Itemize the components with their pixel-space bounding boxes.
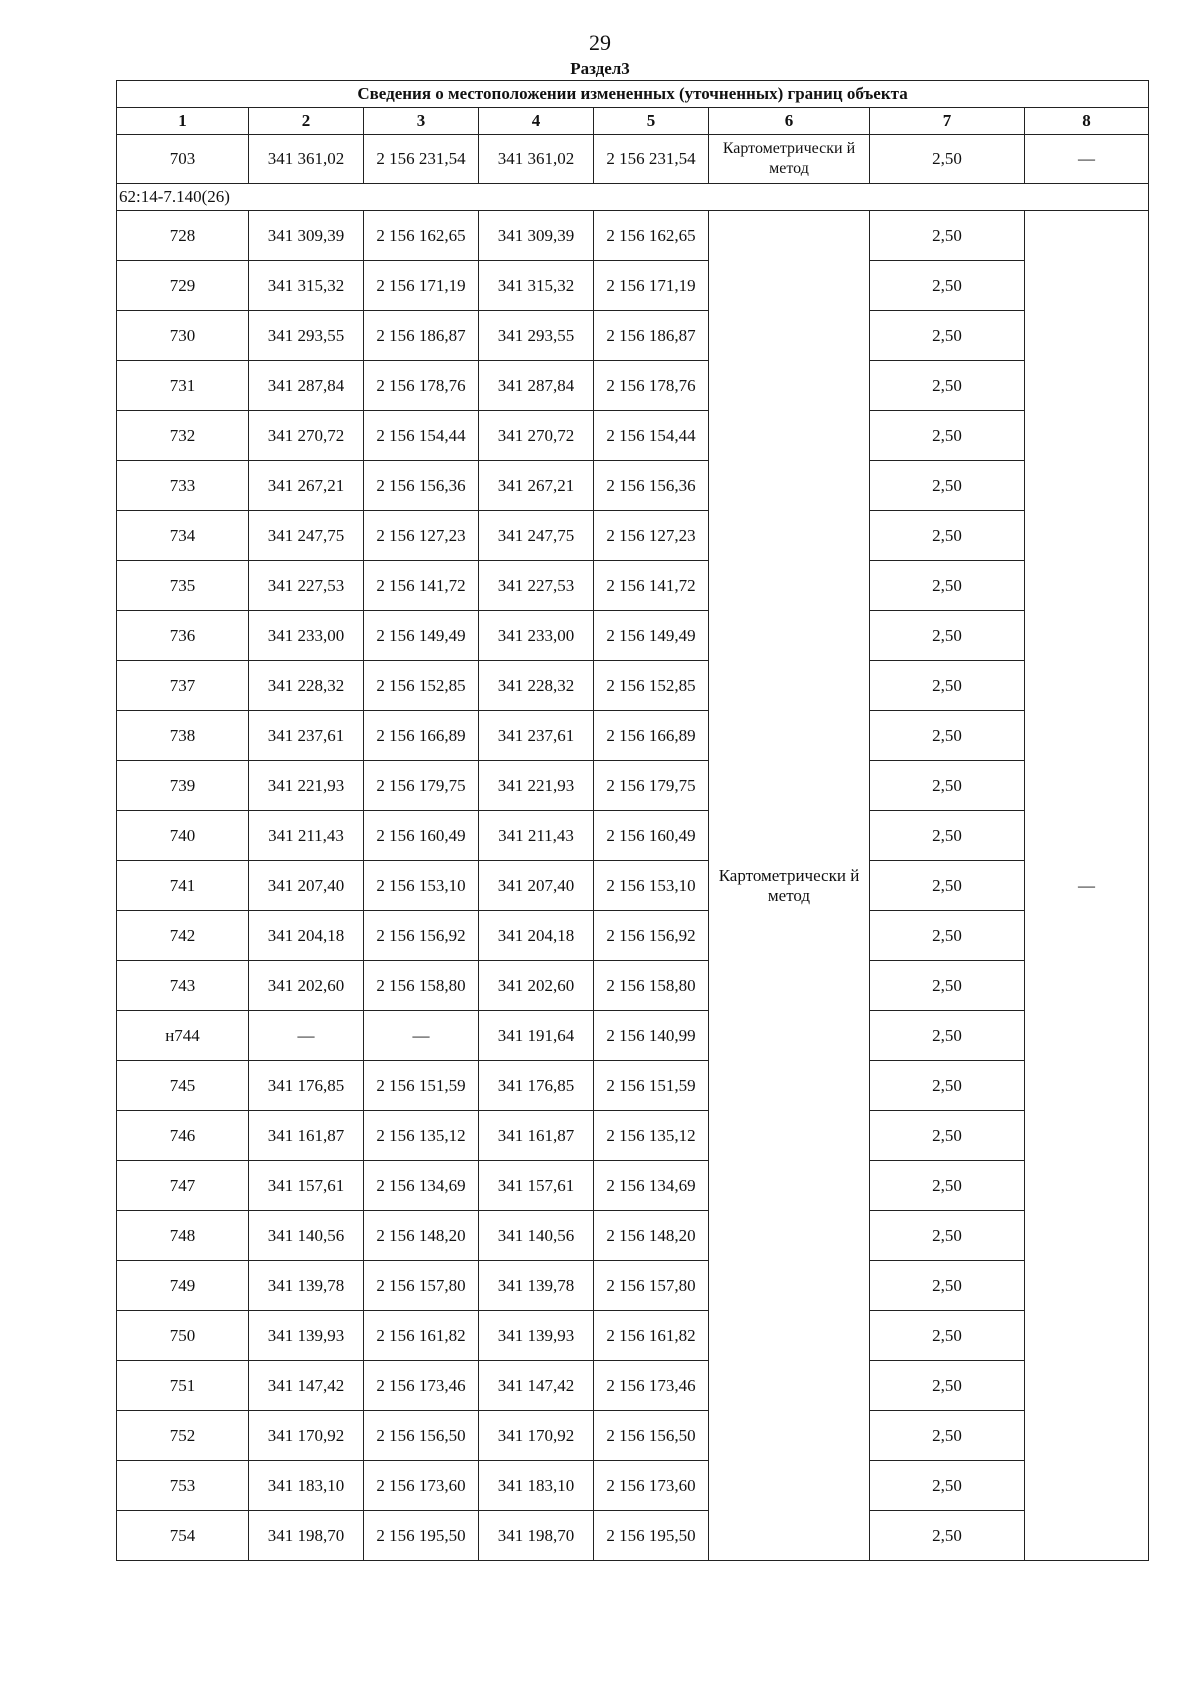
accuracy-cell: 2,50 [870,861,1025,911]
table-row [117,511,1149,561]
point-number: 741 [117,861,249,911]
cell-value: 2 156 153,10 [594,861,709,911]
cell-value: 341 233,00 [479,611,594,661]
table-row [117,1111,1149,1161]
cell-value: 341 170,92 [479,1411,594,1461]
cell-value: 341 361,02 [249,135,364,184]
cell-value: 2 156 162,65 [364,211,479,261]
column-number: 5 [594,108,709,135]
accuracy-cell: 2,50 [870,1261,1025,1311]
cell-value: 2 156 151,59 [364,1061,479,1111]
accuracy-cell: 2,50 [870,135,1025,184]
accuracy-cell: 2,50 [870,1061,1025,1111]
point-number: 738 [117,711,249,761]
cell-value: 2 156 195,50 [594,1511,709,1561]
cell-value: 2 156 160,49 [364,811,479,861]
cell-value: 341 221,93 [479,761,594,811]
table-title: Сведения о местоположении измененных (уточненных) границ объекта [117,81,1149,108]
cell-value: 341 247,75 [479,511,594,561]
accuracy-cell: 2,50 [870,1211,1025,1261]
cell-value: 2 156 151,59 [594,1061,709,1111]
cell-value: 341 207,40 [479,861,594,911]
cell-value: 341 270,72 [479,411,594,461]
cell-value: 341 176,85 [249,1061,364,1111]
cell-value: 2 156 186,87 [594,311,709,361]
cell-value: 341 202,60 [479,961,594,1011]
cell-value: 2 156 149,49 [594,611,709,661]
cell-value: 2 156 171,19 [594,261,709,311]
cell-value: 341 139,93 [479,1311,594,1361]
section-label: Раздел3 [570,59,630,78]
point-number: 740 [117,811,249,861]
point-number: 753 [117,1461,249,1511]
cell-value: 341 267,21 [479,461,594,511]
table-row [117,711,1149,761]
cell-value: 341 207,40 [249,861,364,911]
cell-value: 341 228,32 [249,661,364,711]
accuracy-cell: 2,50 [870,811,1025,861]
point-number: 732 [117,411,249,461]
table-row [117,961,1149,1011]
cell-value: 341 140,56 [479,1211,594,1261]
accuracy-cell: 2,50 [870,261,1025,311]
cell-value: 341 287,84 [249,361,364,411]
table-row [117,561,1149,611]
table-title-row [117,81,1149,108]
point-number: 731 [117,361,249,411]
cell-value: 341 198,70 [249,1511,364,1561]
accuracy-cell: 2,50 [870,1111,1025,1161]
cell-value: 341 191,64 [479,1011,594,1061]
point-number: 734 [117,511,249,561]
cell-value: 341 147,42 [479,1361,594,1411]
accuracy-cell: 2,50 [870,1511,1025,1561]
cell-value: 341 247,75 [249,511,364,561]
cell-value: 341 161,87 [249,1111,364,1161]
cell-value: 2 156 127,23 [364,511,479,561]
cell-value: 341 270,72 [249,411,364,461]
accuracy-cell: 2,50 [870,211,1025,261]
cell-value: 341 228,32 [479,661,594,711]
cell-value: 341 293,55 [479,311,594,361]
accuracy-cell: 2,50 [870,311,1025,361]
accuracy-cell: 2,50 [870,561,1025,611]
cell-value: 2 156 149,49 [364,611,479,661]
cell-value: 341 139,78 [249,1261,364,1311]
cell-value: 2 156 134,69 [364,1161,479,1211]
cell-value: 341 237,61 [249,711,364,761]
table-row [117,1511,1149,1561]
column-number: 2 [249,108,364,135]
cell-value: 341 315,32 [479,261,594,311]
cell-value: 2 156 153,10 [364,861,479,911]
point-number: 748 [117,1211,249,1261]
table-row [117,1461,1149,1511]
cell-value: 2 156 166,89 [364,711,479,761]
accuracy-cell: 2,50 [870,511,1025,561]
cell-value: 2 156 160,49 [594,811,709,861]
accuracy-cell: 2,50 [870,711,1025,761]
table-row [117,261,1149,311]
cell-value: 341 211,43 [479,811,594,861]
point-number: 754 [117,1511,249,1561]
cell-value: 2 156 186,87 [364,311,479,361]
table-row [117,1061,1149,1111]
table-row [117,461,1149,511]
page-number: 29 [589,30,611,55]
cell-value: 2 156 135,12 [364,1111,479,1161]
point-number: 742 [117,911,249,961]
column-number-row [117,108,1149,135]
cell-value: 2 156 148,20 [364,1211,479,1261]
accuracy-cell: 2,50 [870,1461,1025,1511]
column-number: 8 [1025,108,1149,135]
dash-cell: — [1025,135,1149,184]
accuracy-cell: 2,50 [870,411,1025,461]
cell-value: 2 156 152,85 [594,661,709,711]
table-row [117,361,1149,411]
cell-value: 2 156 154,44 [364,411,479,461]
cell-value: 341 293,55 [249,311,364,361]
point-number: 737 [117,661,249,711]
point-number: 729 [117,261,249,311]
accuracy-cell: 2,50 [870,611,1025,661]
cell-value: 2 156 162,65 [594,211,709,261]
point-number: 747 [117,1161,249,1211]
accuracy-cell: 2,50 [870,1011,1025,1061]
point-number: н744 [117,1011,249,1061]
accuracy-cell: 2,50 [870,361,1025,411]
cell-value: 2 156 173,60 [364,1461,479,1511]
accuracy-cell: 2,50 [870,461,1025,511]
point-number: 736 [117,611,249,661]
cell-value: — [249,1011,364,1061]
point-number: 750 [117,1311,249,1361]
table-row [117,211,1149,261]
column-number: 7 [870,108,1025,135]
cell-value: 341 233,00 [249,611,364,661]
accuracy-cell: 2,50 [870,661,1025,711]
point-number: 745 [117,1061,249,1111]
cell-value: 2 156 173,46 [364,1361,479,1411]
accuracy-cell: 2,50 [870,1311,1025,1361]
cell-value: — [364,1011,479,1061]
cell-value: 2 156 195,50 [364,1511,479,1561]
cell-value: 2 156 178,76 [364,361,479,411]
cell-value: 2 156 166,89 [594,711,709,761]
column-number: 3 [364,108,479,135]
cell-value: 2 156 135,12 [594,1111,709,1161]
table-row [117,611,1149,661]
point-number: 746 [117,1111,249,1161]
cell-value: 2 156 178,76 [594,361,709,411]
cell-value: 341 157,61 [479,1161,594,1211]
cell-value: 341 221,93 [249,761,364,811]
point-number: 752 [117,1411,249,1461]
dash-cell: — [1025,211,1149,1561]
table-row [117,135,1149,184]
table-row [117,761,1149,811]
cell-value: 2 156 161,82 [364,1311,479,1361]
cell-value: 341 267,21 [249,461,364,511]
cell-value: 2 156 161,82 [594,1311,709,1361]
cell-value: 341 204,18 [249,911,364,961]
cell-value: 2 156 157,80 [594,1261,709,1311]
table-row [117,1211,1149,1261]
point-number: 733 [117,461,249,511]
cell-value: 2 156 231,54 [364,135,479,184]
accuracy-cell: 2,50 [870,1161,1025,1211]
cell-value: 341 361,02 [479,135,594,184]
cell-value: 341 315,32 [249,261,364,311]
table-row [117,411,1149,461]
cell-value: 2 156 154,44 [594,411,709,461]
cell-value: 2 156 140,99 [594,1011,709,1061]
cell-value: 341 170,92 [249,1411,364,1461]
cell-value: 2 156 156,50 [364,1411,479,1461]
cell-value: 2 156 134,69 [594,1161,709,1211]
column-number: 4 [479,108,594,135]
cell-value: 2 156 231,54 [594,135,709,184]
accuracy-cell: 2,50 [870,1411,1025,1461]
cell-value: 341 211,43 [249,811,364,861]
cell-value: 2 156 156,50 [594,1411,709,1461]
cell-value: 341 157,61 [249,1161,364,1211]
cell-value: 341 183,10 [249,1461,364,1511]
table-row [117,311,1149,361]
point-number: 751 [117,1361,249,1411]
cell-value: 341 287,84 [479,361,594,411]
cell-value: 2 156 158,80 [594,961,709,1011]
point-number: 730 [117,311,249,361]
point-number: 739 [117,761,249,811]
accuracy-cell: 2,50 [870,961,1025,1011]
cell-value: 2 156 156,36 [364,461,479,511]
cell-value: 2 156 127,23 [594,511,709,561]
table-row [117,1361,1149,1411]
cell-value: 341 309,39 [249,211,364,261]
cell-value: 341 202,60 [249,961,364,1011]
table-row [117,1261,1149,1311]
coordinates-table [116,80,1149,1561]
cell-value: 2 156 179,75 [364,761,479,811]
table-row [117,661,1149,711]
cell-value: 341 139,78 [479,1261,594,1311]
cell-value: 2 156 156,92 [594,911,709,961]
column-number: 1 [117,108,249,135]
accuracy-cell: 2,50 [870,761,1025,811]
point-number: 749 [117,1261,249,1311]
cell-value: 341 176,85 [479,1061,594,1111]
accuracy-cell: 2,50 [870,1361,1025,1411]
group-header-row [117,184,1149,211]
table-row [117,911,1149,961]
cell-value: 341 227,53 [479,561,594,611]
cell-value: 341 309,39 [479,211,594,261]
cell-value: 2 156 141,72 [364,561,479,611]
cell-value: 341 183,10 [479,1461,594,1511]
point-number: 735 [117,561,249,611]
table-row [117,861,1149,911]
cell-value: 341 139,93 [249,1311,364,1361]
table-row [117,1311,1149,1361]
cell-value: 2 156 157,80 [364,1261,479,1311]
cell-value: 2 156 173,60 [594,1461,709,1511]
cell-value: 2 156 156,92 [364,911,479,961]
cell-value: 341 147,42 [249,1361,364,1411]
cell-value: 341 161,87 [479,1111,594,1161]
point-number: 703 [117,135,249,184]
table-row [117,1011,1149,1061]
cell-value: 2 156 158,80 [364,961,479,1011]
table-row [117,1161,1149,1211]
cell-value: 2 156 171,19 [364,261,479,311]
cell-value: 341 237,61 [479,711,594,761]
point-number: 728 [117,211,249,261]
cell-value: 341 140,56 [249,1211,364,1261]
cell-value: 2 156 173,46 [594,1361,709,1411]
cell-value: 2 156 148,20 [594,1211,709,1261]
table-row [117,1411,1149,1461]
cell-value: 2 156 179,75 [594,761,709,811]
method-cell: Картометрически й метод [709,135,870,184]
cell-value: 2 156 141,72 [594,561,709,611]
cell-value: 341 198,70 [479,1511,594,1561]
method-cell: Картометрически й метод [709,211,870,1561]
cell-value: 341 227,53 [249,561,364,611]
cell-value: 341 204,18 [479,911,594,961]
column-number: 6 [709,108,870,135]
cell-value: 2 156 156,36 [594,461,709,511]
cell-value: 2 156 152,85 [364,661,479,711]
accuracy-cell: 2,50 [870,911,1025,961]
table-row [117,811,1149,861]
point-number: 743 [117,961,249,1011]
group-label: 62:14-7.140(26) [117,184,1149,211]
